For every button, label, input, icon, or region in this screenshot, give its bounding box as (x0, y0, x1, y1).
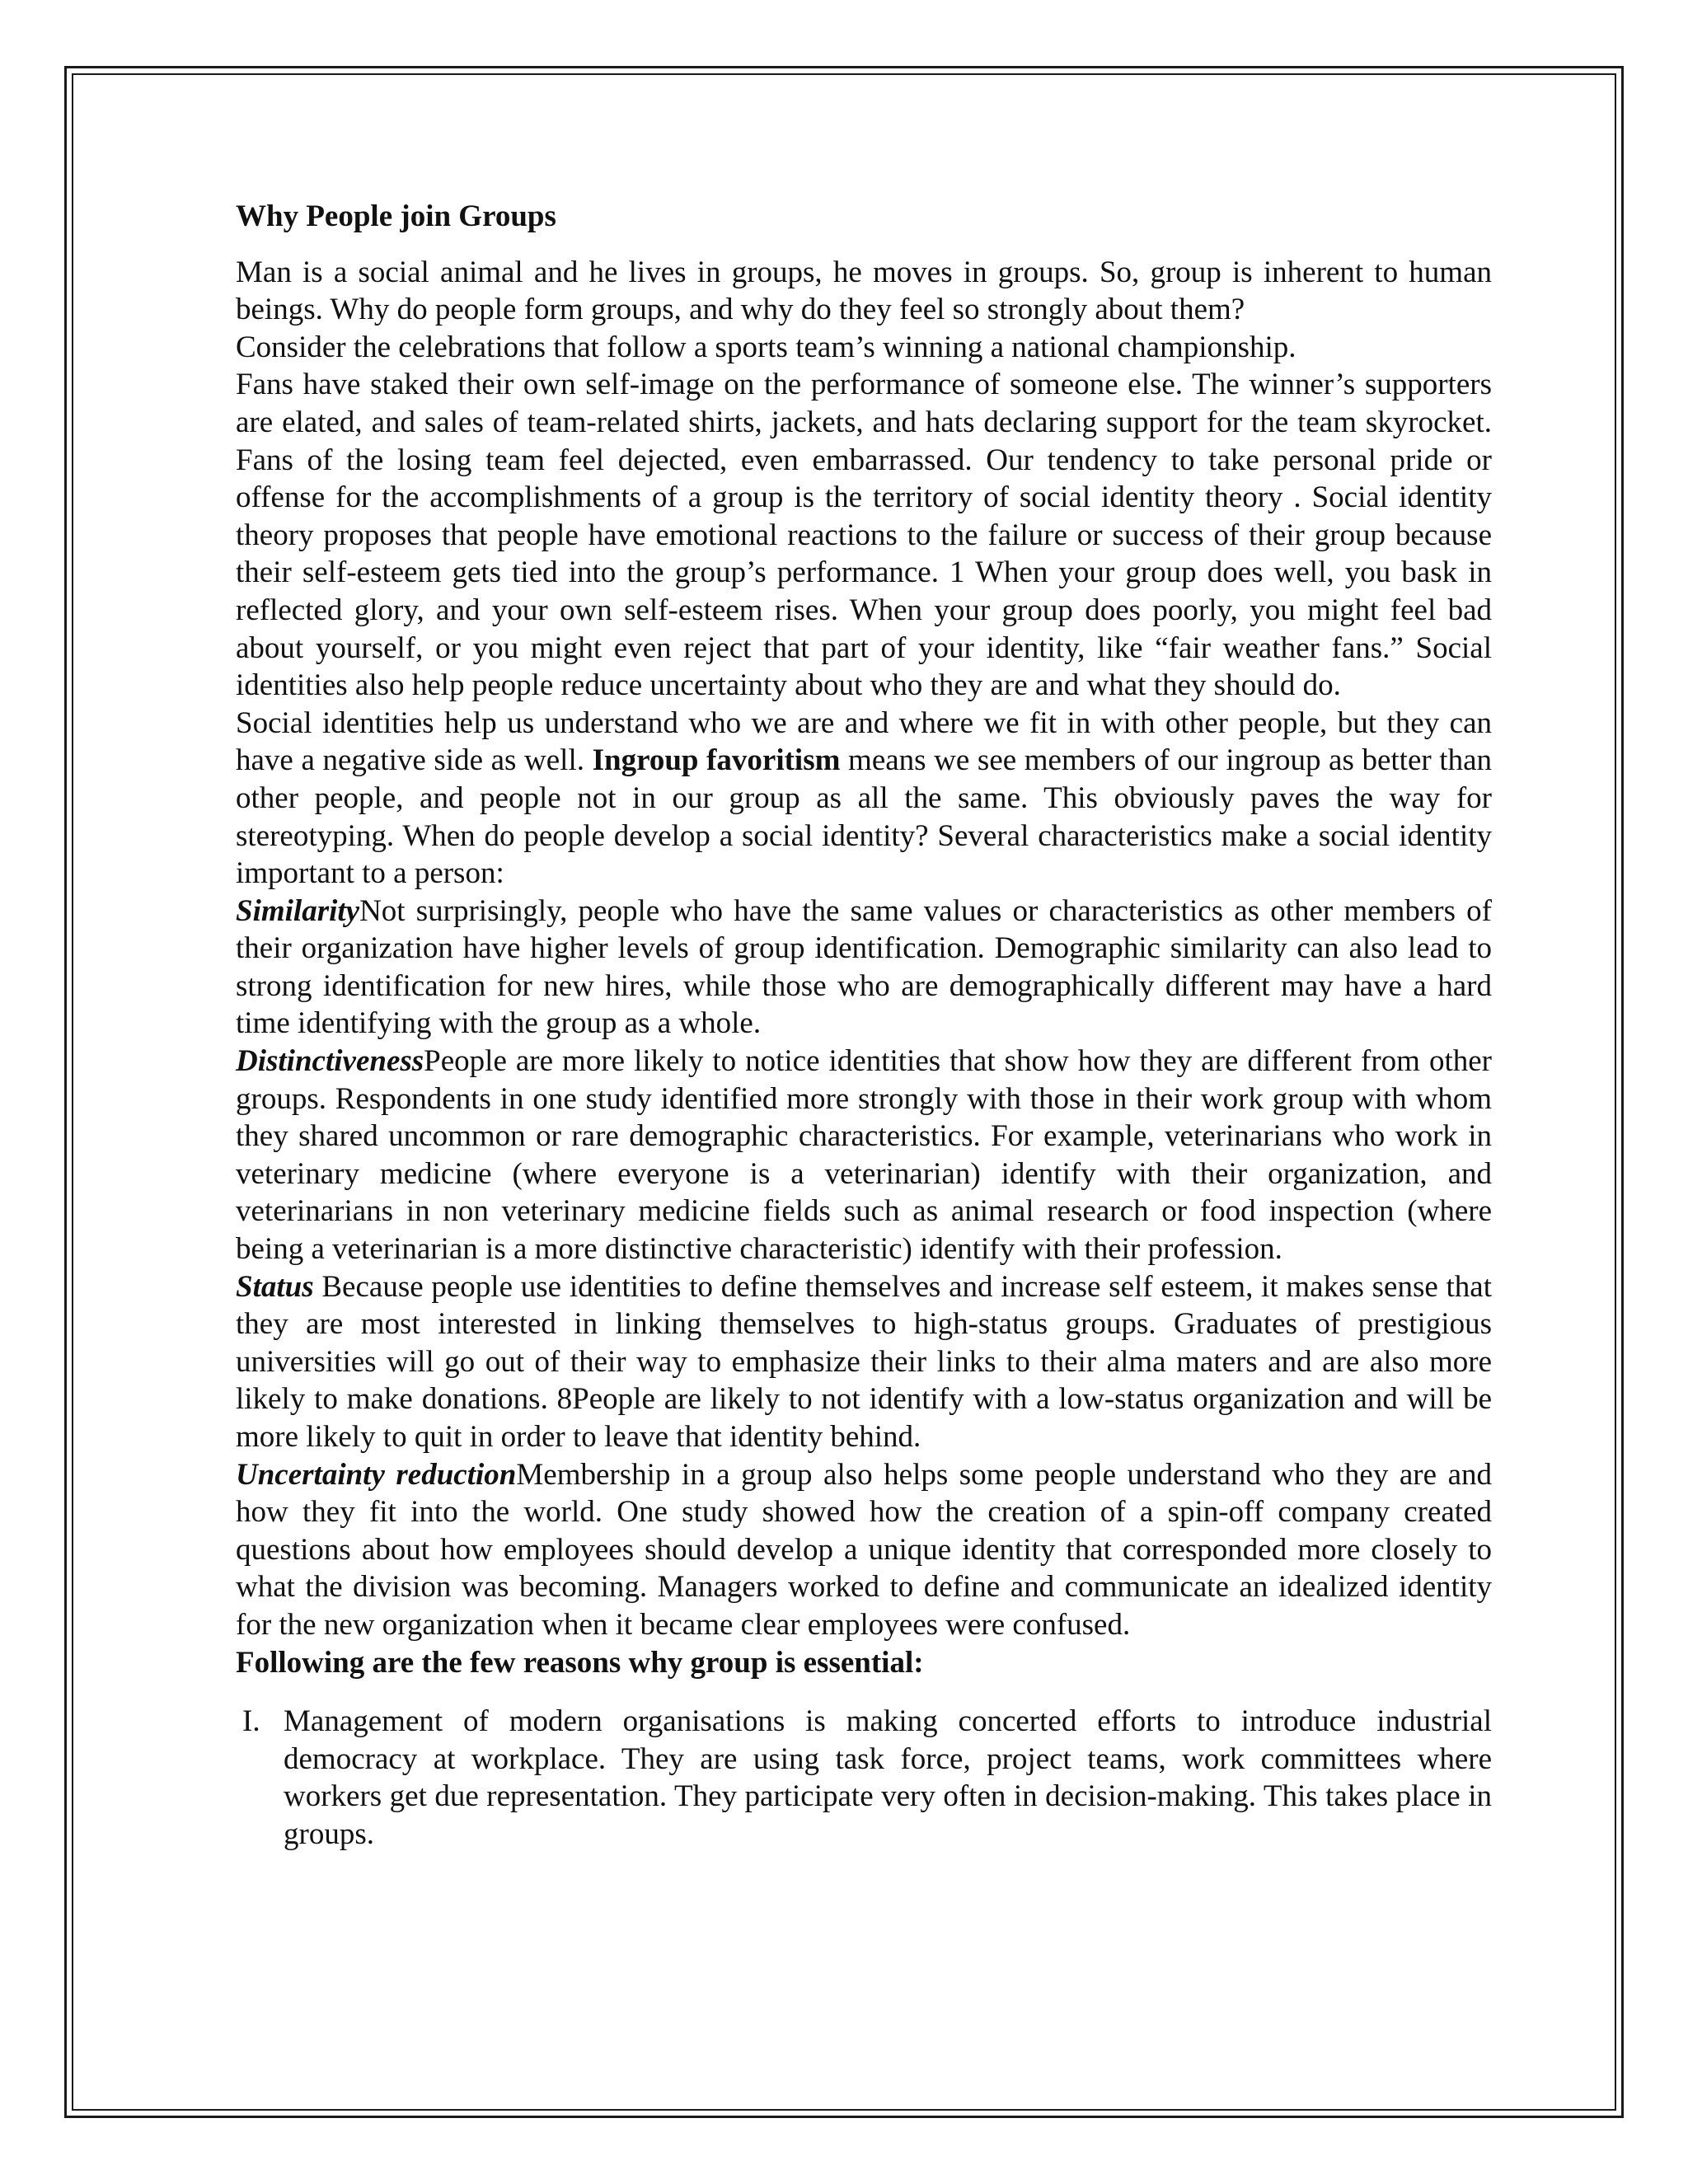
paragraph-celebrations: Consider the celebrations that follow a sports team’s winning a national championship. (236, 330, 1296, 364)
characteristic-distinctiveness (236, 1043, 1492, 1268)
list-marker: I. (242, 1704, 260, 1739)
characteristic-term: Uncertainty reduction (236, 1457, 517, 1492)
characteristic-text: Membership in a group also helps some people understand who they are and how they fit into the world. One study showed how the creation of a spin-off company created questions about how employees should develop a unique identity that corresponded more closely to what the division was becoming. Managers worked to define and communicate an idealized identity for the new organization when it became clear employees were confused. (236, 1457, 1492, 1642)
reasons-list (236, 1703, 1492, 1853)
characteristic-status (236, 1268, 1492, 1456)
document-body (236, 198, 1492, 1854)
paragraph-text: Social identities help us understand who we are and where we fit in with other people, but they can have a negative side as well. (236, 705, 1492, 778)
page-title: Why People join Groups (236, 199, 556, 233)
characteristic-text: People are more likely to notice identities that show how they are different from other groups. Respondents in one study identified more strongly with those in their work group with whom they shared uncommon or rare demographic characteristics. For example, veterinarians who work in veterinary medicine (where everyone is a veterinarian) identify with their organization, and veterinarians in non veterinary medicine fields such as animal research or food inspection (where being a veterinarian is a more distinctive characteristic) identify with their profession. (236, 1044, 1492, 1267)
characteristic-text: Because people use identities to define themselves and increase self esteem, it makes sense that they are most interested in linking themselves to high-status groups. Graduates of prestigious universities will go out of their way to emphasize their links to their alma maters and are also more likely to make donations. 8People are likely to not identify with a low-status organization and will be more likely to quit in order to leave that identity behind. (236, 1269, 1492, 1454)
term-ingroup-favoritism: Ingroup favoritism (592, 743, 841, 778)
paragraph-intro: Man is a social animal and he lives in groups, he moves in groups. So, group is inherent to human beings. Why do people form groups, and why do they feel so strongly about them? (236, 255, 1492, 327)
list-item-text: Management of modern organisations is making concerted efforts to introduce industrial democracy at workplace. They are using task force, project teams, work committees where workers get due representation. They participate very often in decision-making. This takes place in groups. (284, 1704, 1492, 1851)
characteristic-term: Similarity (236, 893, 360, 928)
paragraph-text: means we see members of our ingroup as better than other people, and people not in our group as all the same. This obviously paves the way for stereotyping. When do people develop a social identity? Several characteristics make a social identity important to a person: (236, 743, 1493, 891)
paragraph-ingroup-favoritism (236, 705, 1492, 893)
characteristic-term: Status (236, 1269, 314, 1304)
characteristic-term: Distinctiveness (236, 1044, 424, 1079)
characteristic-uncertainty-reduction (236, 1456, 1492, 1644)
characteristic-text: Not surprisingly, people who have the same values or characteristics as other members of their organization have higher levels of group identification. Demographic similarity can also lead to strong identification for new hires, while those who are demographically different may have a hard time identifying with the group as a whole. (236, 893, 1492, 1041)
paragraph-social-identity-theory: Fans have staked their own self-image on the performance of someone else. The winner’s supporters are elated, and sales of team-related shirts, jackets, and hats declaring support for the team skyrocket. Fans of the losing team feel dejected, even embarrassed. Our tendency to take personal pride or offense for the accomplishments of a group is the territory of social identity theory . Social identity theory proposes that people have emotional reactions to the failure or success of their group because their self-esteem gets tied into the group’s performance. 1 When your group does well, you bask in reflected glory, and your own self-esteem rises. When your group does poorly, you might feel bad about yourself, or you might even reject that part of your identity, like “fair weather fans.” Social identities also help people reduce uncertainty about who they are and what they should do. (236, 368, 1492, 703)
characteristic-similarity (236, 893, 1492, 1043)
reasons-heading: Following are the few reasons why group is essential: (236, 1645, 924, 1680)
list-item (236, 1703, 1492, 1853)
